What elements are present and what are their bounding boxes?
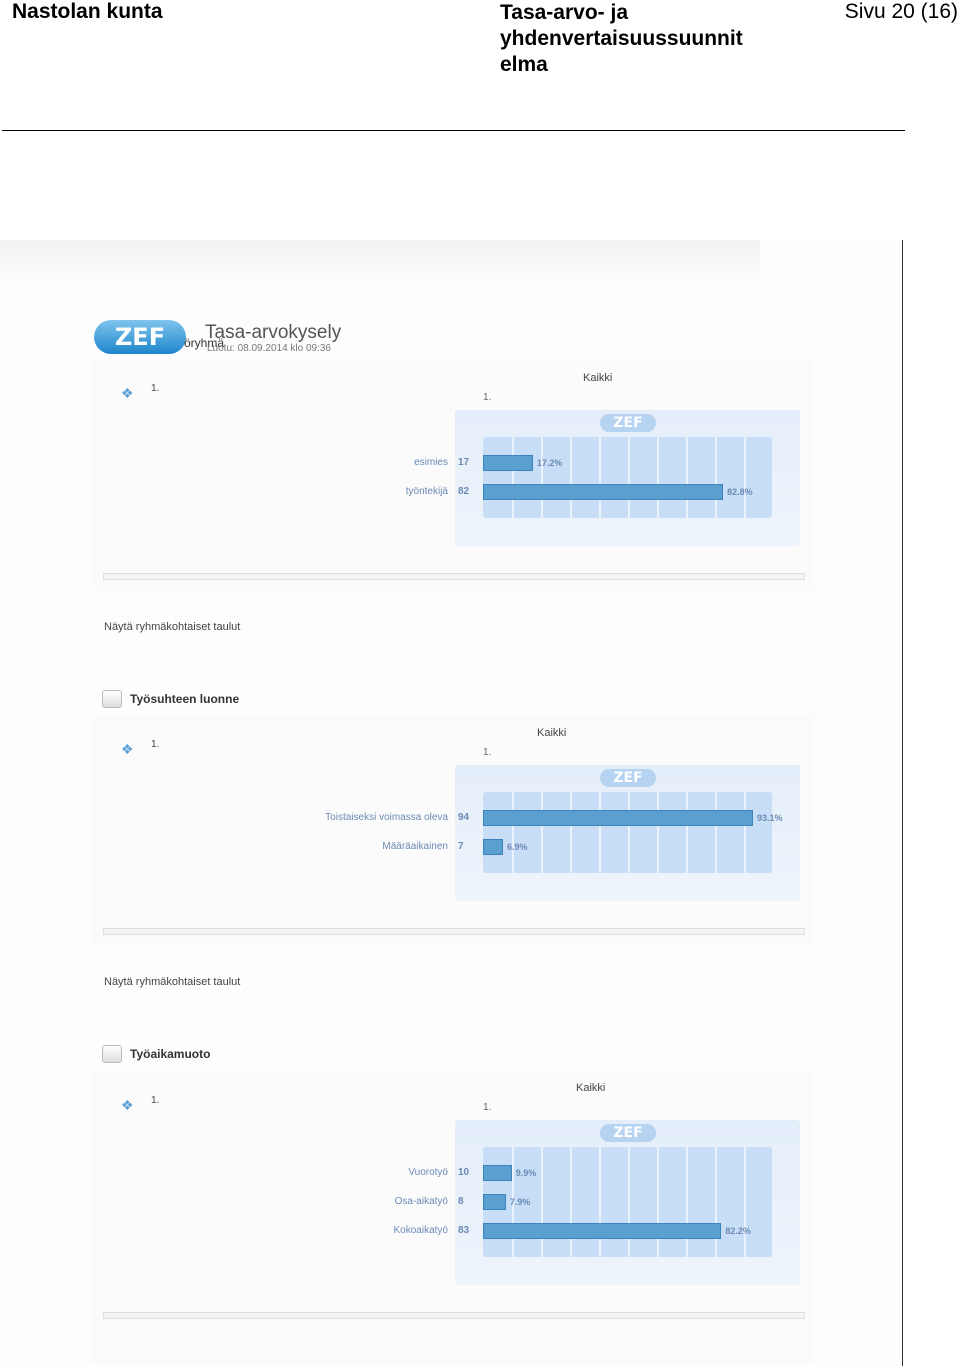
chart-sub-number: 1. xyxy=(483,392,492,403)
bar xyxy=(483,839,503,855)
bar xyxy=(483,1194,506,1210)
separator-bar xyxy=(103,928,805,935)
chart-grid xyxy=(483,792,772,873)
bar-percent-label: 93.1% xyxy=(756,813,783,823)
header-divider xyxy=(2,130,905,131)
grid-line xyxy=(599,1147,601,1257)
grid-line xyxy=(628,437,630,518)
bar-count: 10 xyxy=(458,1167,470,1178)
bar-count: 8 xyxy=(458,1196,464,1207)
zef-logo: ZEF xyxy=(94,320,186,354)
section-checkbox-tyosuhde[interactable] xyxy=(102,690,122,708)
section-title-tyoaika: Työaikamuoto xyxy=(130,1047,211,1061)
bar-count: 17 xyxy=(458,457,470,468)
section-checkbox-tyoaika[interactable] xyxy=(102,1045,122,1063)
grid-line xyxy=(628,1147,630,1257)
grid-line xyxy=(657,792,659,873)
question-icon: ❖ xyxy=(121,1097,134,1113)
bar xyxy=(483,1223,721,1239)
grid-line xyxy=(715,1147,717,1257)
grid-line xyxy=(512,792,514,873)
question-number: 1. xyxy=(151,739,160,750)
zef-chart-logo: ZEF xyxy=(600,769,656,787)
grid-line xyxy=(570,792,572,873)
bar xyxy=(483,484,723,500)
grid-line xyxy=(628,792,630,873)
bar-label: esimies xyxy=(414,457,448,468)
bar xyxy=(483,455,533,471)
bar xyxy=(483,1165,512,1181)
grid-line xyxy=(541,437,543,518)
group-label-fragment: öryhmä xyxy=(184,336,225,350)
bar-label: työntekijä xyxy=(405,486,448,497)
scan-right-edge xyxy=(902,240,903,1366)
grid-line xyxy=(599,792,601,873)
show-group-tables-link[interactable]: Näytä ryhmäkohtaiset taulut xyxy=(104,621,241,633)
grid-line xyxy=(686,792,688,873)
municipality-name: Nastolan kunta xyxy=(12,0,163,23)
bar-percent-label: 82.8% xyxy=(727,487,753,497)
bar-percent-label: 82.2% xyxy=(725,1226,751,1236)
document-title: Tasa-arvo- ja yhdenvertaisuussuunnit elma xyxy=(500,1,743,76)
column-header-all: Kaikki xyxy=(576,1082,606,1094)
question-number: 1. xyxy=(151,383,160,394)
grid-line xyxy=(570,437,572,518)
section-title-tyosuhde: Työsuhteen luonne xyxy=(130,692,240,706)
grid-line xyxy=(657,1147,659,1257)
scan-top-shade xyxy=(0,240,760,280)
bar-label: Kokoaikatyö xyxy=(393,1225,448,1236)
bar-count: 83 xyxy=(458,1225,470,1236)
chart-sub-number: 1. xyxy=(483,747,492,758)
grid-line xyxy=(570,1147,572,1257)
separator-bar xyxy=(103,1312,805,1319)
grid-line xyxy=(744,437,746,518)
column-header-all: Kaikki xyxy=(537,727,567,739)
chart-box xyxy=(455,765,800,901)
question-icon: ❖ xyxy=(121,385,134,401)
question-icon: ❖ xyxy=(121,741,134,757)
chart-grid xyxy=(483,437,772,518)
bar-percent-label: 9.9% xyxy=(515,1168,537,1178)
zef-chart-logo: ZEF xyxy=(600,1124,656,1142)
zef-chart-logo: ZEF xyxy=(600,414,656,432)
bar-percent-label: 7.9% xyxy=(509,1197,531,1207)
bar-percent-label: 6.9% xyxy=(507,842,528,852)
chart-sub-number: 1. xyxy=(483,1102,492,1113)
bar xyxy=(483,810,753,826)
bar-count: 7 xyxy=(458,841,464,852)
grid-line xyxy=(541,1147,543,1257)
bar-label: Osa-aikatyö xyxy=(394,1196,448,1207)
separator-bar xyxy=(103,573,805,580)
question-number: 1. xyxy=(151,1095,160,1106)
bar-label: Toistaiseksi voimassa oleva xyxy=(325,812,448,823)
grid-line xyxy=(512,437,514,518)
bar-percent-label: 17.2% xyxy=(536,458,563,468)
bar-count: 82 xyxy=(458,486,470,497)
grid-line xyxy=(657,437,659,518)
grid-line xyxy=(715,437,717,518)
column-header-all: Kaikki xyxy=(583,372,613,384)
page-number: Sivu 20 (16) xyxy=(844,0,958,23)
chart-box xyxy=(455,410,800,546)
bar-count: 94 xyxy=(458,812,470,823)
survey-created-date: Luotu: 08.09.2014 klo 09:36 xyxy=(207,343,331,354)
survey-title: Tasa-arvokysely xyxy=(205,322,342,343)
grid-line xyxy=(686,437,688,518)
grid-line xyxy=(744,1147,746,1257)
grid-line xyxy=(686,1147,688,1257)
bar-label: Vuorotyö xyxy=(408,1167,448,1178)
grid-line xyxy=(744,792,746,873)
bar-label: Määräaikainen xyxy=(382,841,448,852)
show-group-tables-link[interactable]: Näytä ryhmäkohtaiset taulut xyxy=(104,976,241,988)
chart-box xyxy=(455,1120,800,1285)
grid-line xyxy=(541,792,543,873)
grid-line xyxy=(715,792,717,873)
grid-line xyxy=(599,437,601,518)
